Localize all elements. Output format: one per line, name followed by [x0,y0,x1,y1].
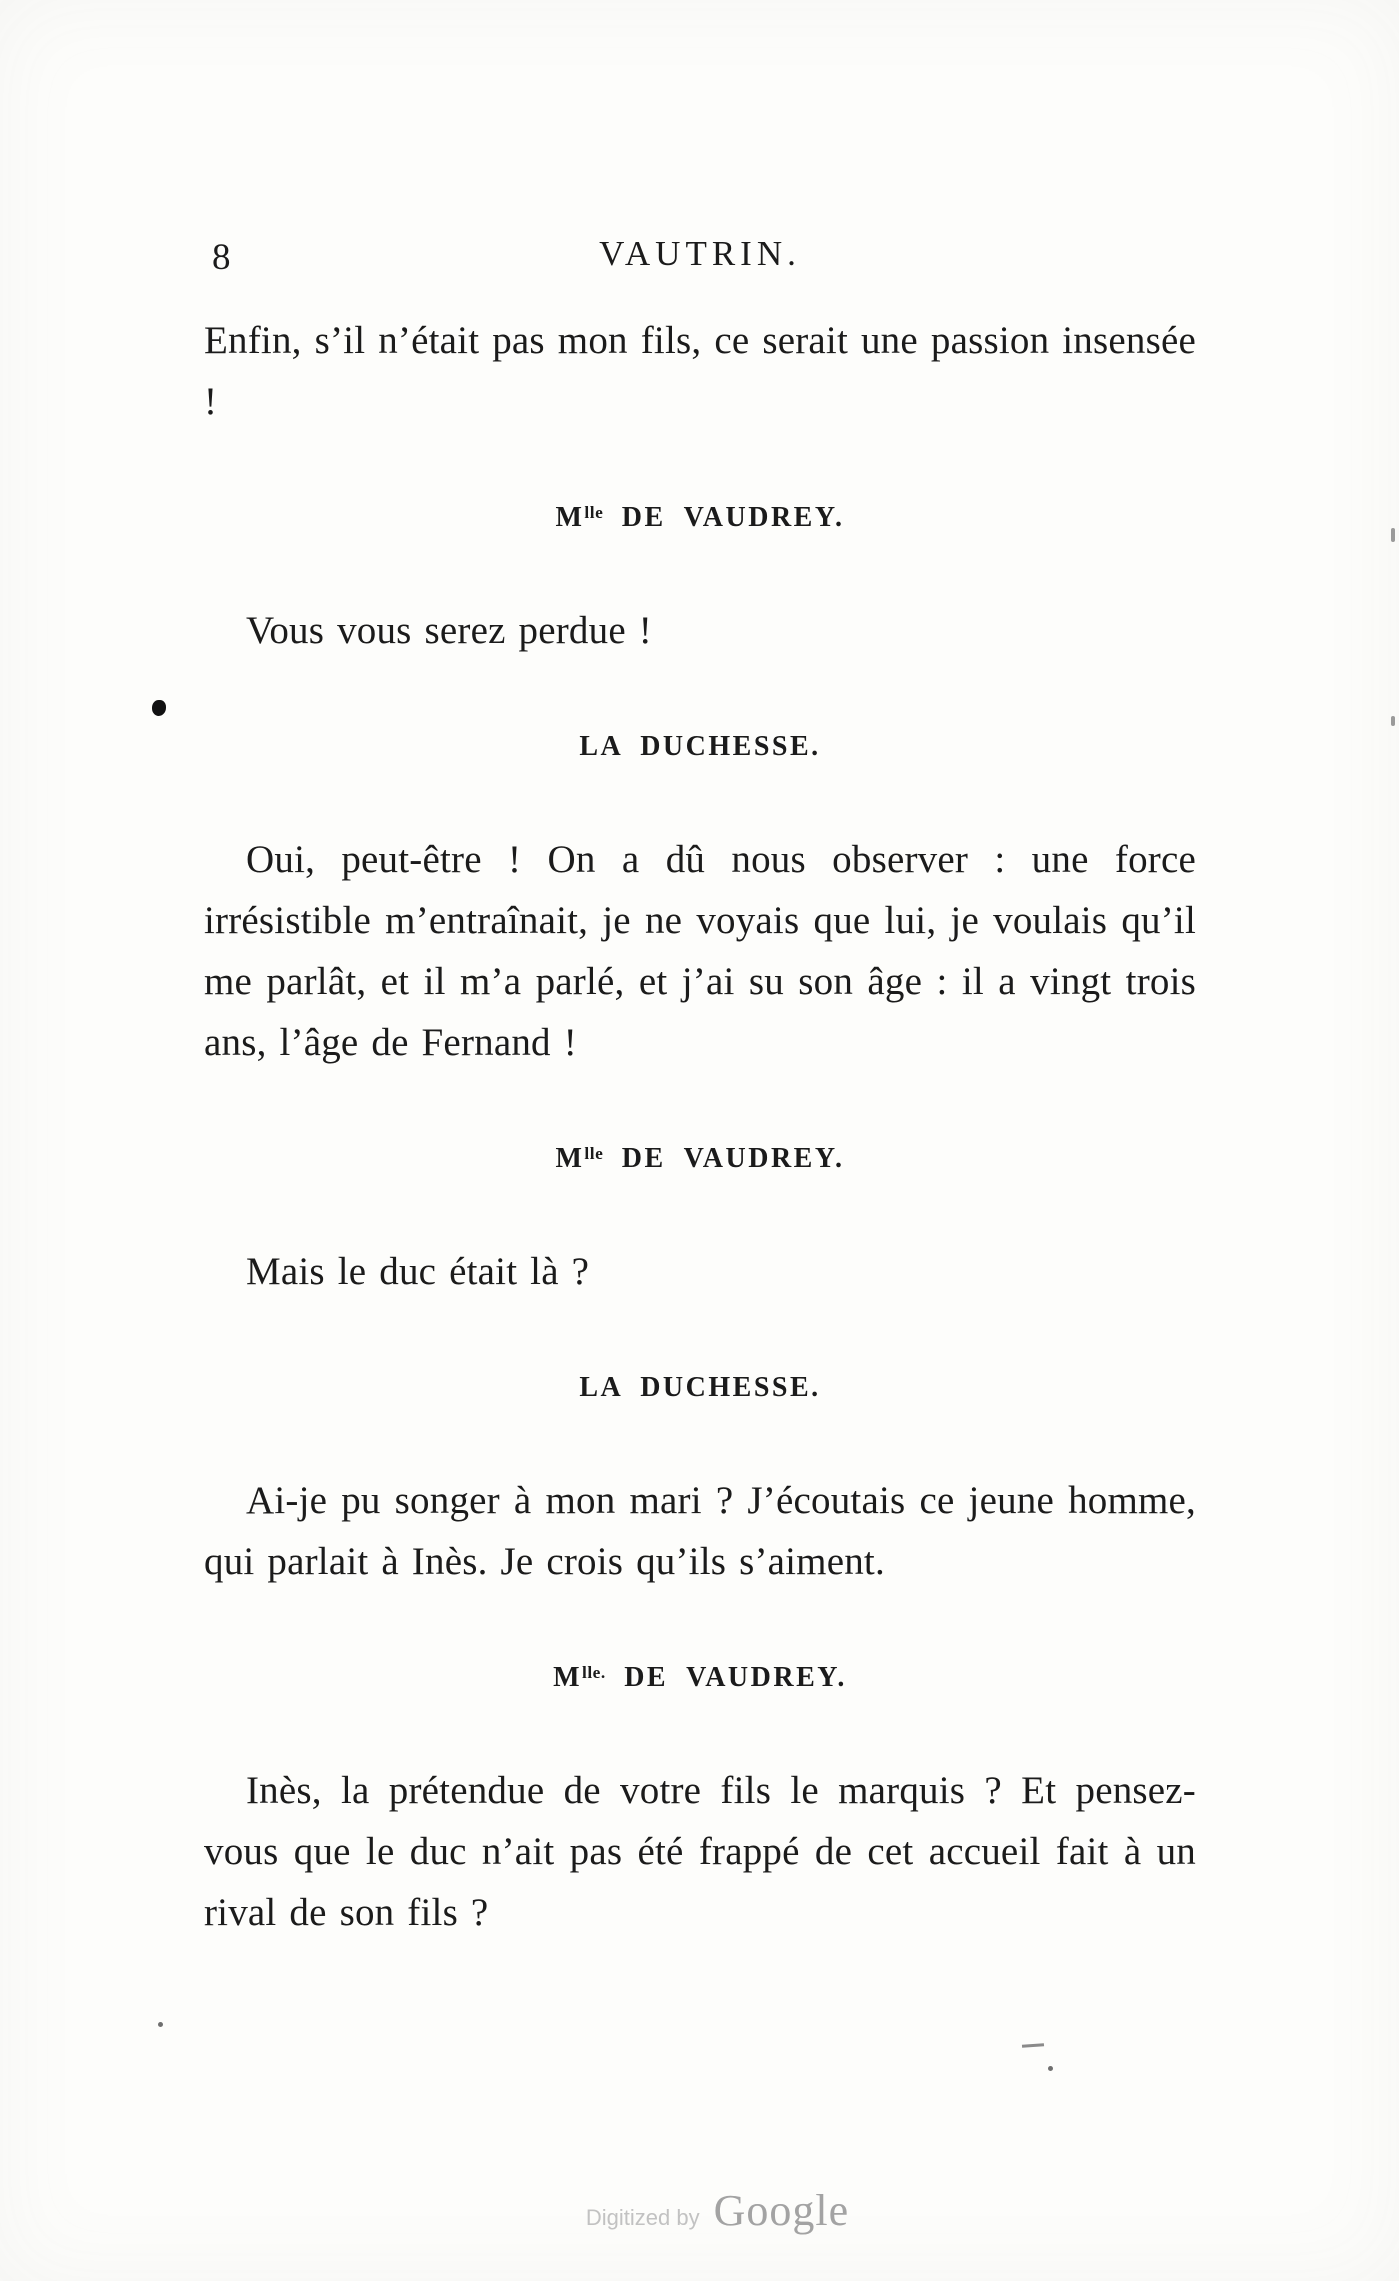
ink-spot-artifact [152,700,166,716]
speaker-name-main: LA DUCHESSE. [579,731,821,762]
speaker-heading [204,1143,1196,1175]
speaker-name-superscript: lle [584,1144,604,1164]
google-logo: Google [713,2186,850,2235]
dialogue-paragraph: Enfin, s’il n’était pas mon fils, ce serait une passion insensée ! [204,319,1196,423]
speaker-heading [204,1662,1196,1694]
scan-artifact [1391,528,1395,542]
scan-artifact [1022,2043,1044,2048]
page-number: 8 [212,237,231,278]
scan-artifact [1391,716,1395,726]
speaker-name-main: LA DUCHESSE. [579,1372,821,1403]
page-header [204,234,1196,286]
speaker-heading [204,731,1196,763]
watermark-inner [586,2185,849,2236]
scan-artifact [158,2022,163,2027]
speaker-name-superscript: lle. [582,1663,606,1683]
google-watermark [0,2185,1399,2236]
digitized-by-label: Digitized by [585,2205,700,2230]
dialogue-paragraph: Ai-je pu songer à mon mari ? J’écoutais ce jeune homme, qui parlait à Inès. Je crois qu’ils s’aiment. [204,1479,1196,1583]
speaker-name-main: M [553,1662,582,1693]
text-column [204,234,1196,1943]
speaker-heading [204,502,1196,534]
running-title: VAUTRIN. [599,234,801,273]
speaker-name-main: M [555,1143,585,1174]
dialogue-paragraph: Mais le duc était là ? [246,1250,590,1293]
scan-artifact [1048,2066,1053,2071]
speaker-name-main: M [555,502,585,533]
dialogue-body [204,310,1196,1943]
speaker-heading [204,1372,1196,1404]
speaker-name-rest: DE VAUDREY. [605,1662,847,1693]
speaker-name-superscript: lle [584,503,604,523]
speaker-name-rest: DE VAUDREY. [603,1143,845,1174]
dialogue-paragraph: Oui, peut-être ! On a dû nous observer : une force irrésistible m’entraînait, je ne voyais que lui, je voulais qu’il me parlât, et il m’a parlé, et j’ai su son âge : il a vingt trois ans, l’âge de Fernand ! [204,838,1196,1064]
dialogue-paragraph: Vous vous serez perdue ! [246,609,652,652]
dialogue-paragraph: Inès, la prétendue de votre fils le marquis ? Et pensez-vous que le duc n’ait pas été frappé de cet accueil fait à un rival de son fils ? [204,1769,1196,1934]
speaker-name-rest: DE VAUDREY. [603,502,845,533]
